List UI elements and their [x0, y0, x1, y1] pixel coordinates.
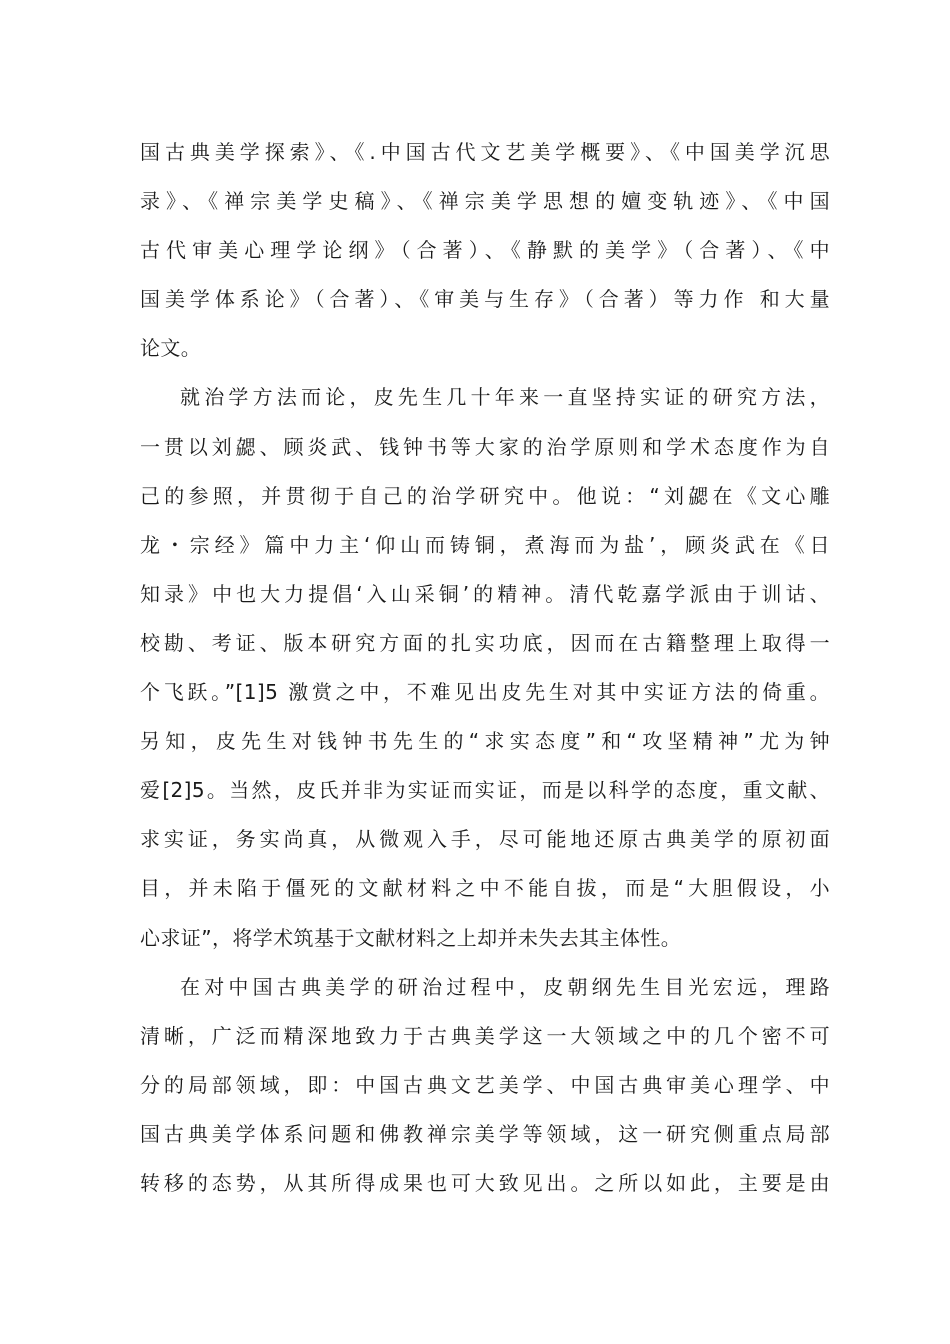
text-line: 另知，皮先生对钱钟书先生的“求实态度”和“攻坚精神”尤为钟	[140, 729, 830, 754]
text-line: 论文。	[140, 336, 202, 361]
text-line: 一贯以刘勰、顾炎武、钱钟书等大家的治学原则和学术态度作为自	[140, 434, 830, 459]
text-line: 清晰，广泛而精深地致力于古典美学这一大领域之中的几个密不可	[140, 1023, 830, 1048]
text-line: 心求证”，将学术筑基于文献材料之上却并未失去其主体性。	[140, 925, 682, 950]
text-line: 目，并未陷于僵死的文献材料之中不能自拔，而是“大胆假设，小	[140, 876, 830, 901]
text-line: 校勘、考证、版本研究方面的扎实功底，因而在古籍整理上取得一	[140, 630, 830, 655]
text-line: 古代审美心理学论纲》（合著）、《静默的美学》（合著）、《中	[140, 238, 830, 263]
text-line: 爱[2]5。当然，皮氏并非为实证而实证，而是以科学的态度，重文献、	[140, 778, 830, 803]
text-line: 转移的态势，从其所得成果也可大致见出。之所以如此，主要是由	[140, 1170, 830, 1195]
text-line: 己的参照，并贯彻于自己的治学研究中。他说：“刘勰在《文心雕	[140, 483, 830, 508]
body-text	[140, 128, 830, 1208]
text-line: 录》、《禅宗美学史稿》、《禅宗美学思想的嬗变轨迹》、《中国	[140, 189, 830, 214]
text-line: 知录》中也大力提倡‘入山采铜’的精神。清代乾嘉学派由于训诂、	[140, 581, 830, 606]
text-line: 国古典美学体系问题和佛教禅宗美学等领域，这一研究侧重点局部	[140, 1121, 830, 1146]
text-line: 国美学体系论》（合著）、《审美与生存》（合著）等力作 和大量	[140, 287, 830, 312]
paragraph-start-line: 就治学方法而论，皮先生几十年来一直坚持实证的研究方法，	[180, 385, 830, 410]
text-line: 龙・宗经》篇中力主‘仰山而铸铜，煮海而为盐’，顾炎武在《日	[140, 532, 830, 557]
paragraph-start-line: 在对中国古典美学的研治过程中，皮朝纲先生目光宏远，理路	[180, 974, 830, 999]
text-line: 分的局部领域，即：中国古典文艺美学、中国古典审美心理学、中	[140, 1072, 830, 1097]
text-line: 个飞跃。”[1]5 激赏之中，不难见出皮先生对其中实证方法的倚重。	[140, 680, 830, 705]
text-line: 国古典美学探索》、《.中国古代文艺美学概要》、《中国美学沉思	[140, 140, 830, 164]
text-line: 求实证，务实尚真，从微观入手，尽可能地还原古典美学的原初面	[140, 827, 830, 852]
